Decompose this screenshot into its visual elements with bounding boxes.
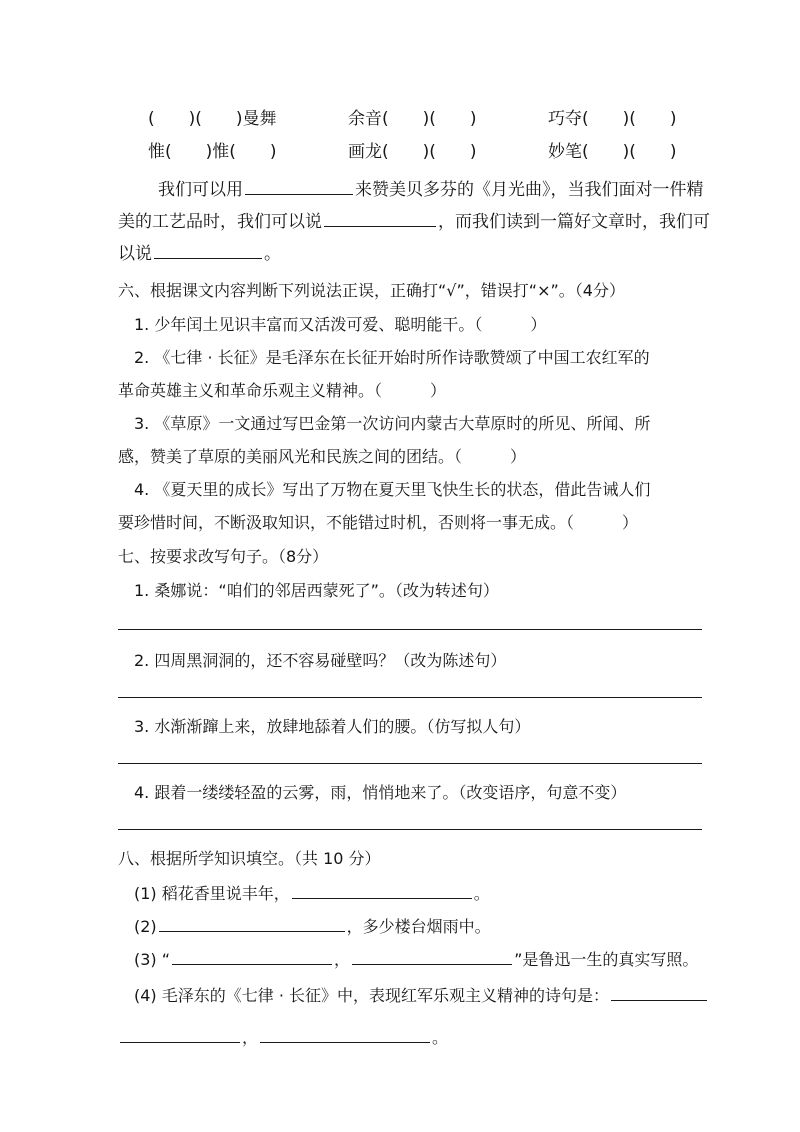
idiom-r2-1: 惟( )惟( ) <box>148 142 277 162</box>
para-text: 。 <box>264 244 281 264</box>
s8-text: ， <box>334 950 351 969</box>
s6-q4b: 要珍惜时间，不断汲取知识，不能错过时机，否则将一事无成。（ ） <box>118 513 639 532</box>
section-6-title: 六、根据课文内容判断下列说法正误，正确打“√”，错误打“×”。（4分） <box>118 281 625 300</box>
section-7-title: 七、按要求改写句子。（8分） <box>118 547 329 566</box>
para-text: 我们可以用 <box>158 180 243 200</box>
s7-q4: 4. 跟着一缕缕轻盈的云雾，雨，悄悄地来了。（改变语序，句意不变） <box>134 783 627 802</box>
idiom-r2-2: 画龙( )( ) <box>348 142 477 162</box>
s8-text: (2) <box>134 917 157 936</box>
idiom-r1-1: ( )( )曼舞 <box>148 109 277 129</box>
s8-q4-line2 <box>118 1026 448 1049</box>
para-text: 美的工艺品时，我们可以说 <box>118 212 322 232</box>
s8-text: (1) 稻花香里说丰年， <box>134 884 290 903</box>
para-line-2 <box>118 210 710 233</box>
para-text: 以说 <box>118 244 152 264</box>
answer-line-3[interactable] <box>118 763 702 764</box>
s8-text: (3) “ <box>134 950 171 969</box>
s7-q1: 1. 桑娜说：“咱们的邻居西蒙死了”。（改为转述句） <box>134 581 499 600</box>
blank-s8-3b[interactable] <box>352 948 512 965</box>
para-line-1 <box>158 178 704 201</box>
blank-3[interactable] <box>154 242 262 259</box>
idiom-r2-3: 妙笔( )( ) <box>548 142 677 162</box>
blank-2[interactable] <box>324 210 436 227</box>
blank-s8-1[interactable] <box>292 882 472 899</box>
idiom-r1-3: 巧夺( )( ) <box>548 109 677 129</box>
blank-1[interactable] <box>245 178 353 195</box>
s8-text: ，多少楼台烟雨中。 <box>346 917 491 936</box>
s6-q4a: 4. 《夏天里的成长》写出了万物在夏天里飞快生长的状态，借此告诫人们 <box>134 480 651 499</box>
s6-q3b: 感，赞美了草原的美丽风光和民族之间的团结。（ ） <box>118 447 527 466</box>
para-text: 来赞美贝多芬的《月光曲》，当我们面对一件精 <box>355 180 704 200</box>
s7-q3: 3. 水渐渐蹿上来，放肆地舔着人们的腰。（仿写拟人句） <box>134 717 531 736</box>
s8-q1 <box>134 882 490 905</box>
s8-q2 <box>134 915 491 938</box>
answer-line-1[interactable] <box>118 629 702 630</box>
s8-text: ”是鲁迅一生的真实写照。 <box>514 950 699 969</box>
answer-line-4[interactable] <box>118 829 702 830</box>
blank-s8-2[interactable] <box>159 915 345 932</box>
s6-q2b: 革命英雄主义和革命乐观主义精神。（ ） <box>118 381 447 400</box>
para-text: ，而我们读到一篇好文章时，我们可 <box>438 212 710 232</box>
s6-q1: 1. 少年闰土见识丰富而又活泼可爱、聪明能干。（ ） <box>134 315 547 334</box>
s8-q4 <box>134 984 709 1007</box>
para-line-3 <box>118 242 281 265</box>
s8-text: 。 <box>473 884 490 903</box>
blank-s8-3a[interactable] <box>172 948 332 965</box>
s6-q3a: 3. 《草原》一文通过写巴金第一次访问内蒙古大草原时的所见、所闻、所 <box>134 414 651 433</box>
s8-q3 <box>134 948 698 971</box>
section-8-title: 八、根据所学知识填空。（共 10 分） <box>118 849 381 868</box>
blank-s8-4c[interactable] <box>260 1026 430 1043</box>
blank-s8-4b[interactable] <box>120 1026 240 1043</box>
s8-text: ， <box>242 1028 259 1047</box>
answer-line-2[interactable] <box>118 697 702 698</box>
idiom-r1-2: 余音( )( ) <box>348 109 477 129</box>
s8-text: 。 <box>432 1028 449 1047</box>
s7-q2: 2. 四周黑洞洞的，还不容易碰壁吗？（改为陈述句） <box>134 651 507 670</box>
s8-text: (4) 毛泽东的《七律 · 长征》中，表现红军乐观主义精神的诗句是： <box>134 986 610 1005</box>
s6-q2a: 2. 《七律 · 长征》是毛泽东在长征开始时所作诗歌赞颂了中国工农红军的 <box>134 348 650 367</box>
blank-s8-4a[interactable] <box>611 984 707 1001</box>
